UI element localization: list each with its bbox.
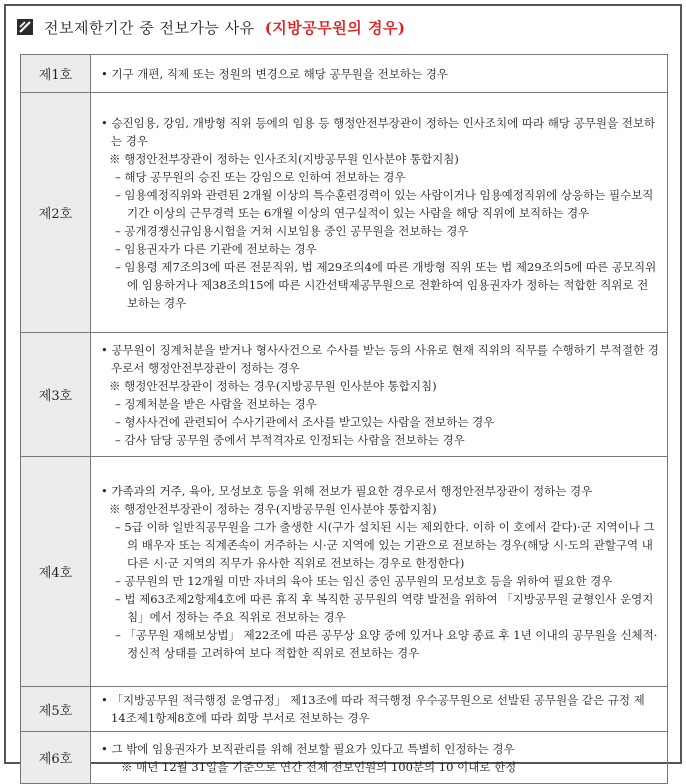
bullet-item: • 기구 개편, 직제 또는 정원의 변경으로 해당 공무원을 전보하는 경우 (101, 66, 448, 81)
sub-item: – 임용령 제7조의3에 따른 전문직위, 법 제29조의4에 따른 개방형 직위 또는 법 제29조의5에 따른 공모직위에 임용하거나 제38조의15에 따른 시간선택제공무원으로 전환하여 임용권자가 정하는 적합한 직위로 전보하는 경우 (115, 259, 657, 310)
sub-item: – 해당 공무원의 승진 또는 강임으로 인하여 전보하는 경우 (115, 169, 406, 184)
reasons-table (20, 54, 668, 784)
row-content (91, 55, 668, 93)
bullet-item: • 가족과의 거주, 육아, 모성보호 등을 위해 전보가 필요한 경우로서 행정안전부장관이 정하는 경우 (101, 483, 593, 498)
sub-item: – 법 제63조제2항제4호에 따른 휴직 후 복직한 공무원의 역량 발전을 위하여 「지방공무원 균형인사 운영지침」에서 정하는 주요 직위로 전보하는 경우 (115, 591, 654, 624)
page-subtitle: (지방공무원의 경우) (264, 18, 406, 37)
row-label: 제3호 (21, 333, 91, 457)
sub-item: – 공무원의 만 12개월 미만 자녀의 육아 또는 임신 중인 공무원의 모성보호 등을 위하여 필요한 경우 (115, 573, 613, 588)
bullet-item: • 공무원이 징계처분을 받거나 형사사건으로 수사를 받는 등의 사유로 현재 직위의 직무를 수행하기 부적절한 경우로서 행정안전부장관이 정하는 경우 (101, 342, 659, 375)
note-line: ※ 행정안전부장관이 정하는 경우(지방공무원 인사분야 통합지침) (109, 378, 437, 393)
sub-item: – 공개경쟁신규임용시험을 거쳐 시보임용 중인 공무원을 전보하는 경우 (115, 223, 469, 238)
table-row (21, 93, 668, 333)
bullet-item: • 승진임용, 강임, 개방형 직위 등에의 임용 등 행정안전부장관이 정하는 인사조치에 따라 해당 공무원을 전보하는 경우 (101, 115, 656, 148)
bullet-item: • 「지방공무원 적극행정 운영규정」 제13조에 따라 적극행정 우수공무원으로 선발된 공무원을 같은 규정 제14조제1항제8호에 따라 희망 부서로 전보하는 경우 (101, 693, 645, 725)
sub-item: – 형사사건에 관련되어 수사기관에서 조사를 받고있는 사람을 전보하는 경우 (115, 414, 495, 429)
document-frame (4, 4, 682, 774)
row-label: 제6호 (21, 732, 91, 784)
sub-item: – 징계처분을 받은 사람을 전보하는 경우 (115, 396, 317, 411)
bullet-item: • 그 밖에 임용권자가 보직관리를 위해 전보할 필요가 있다고 특별히 인정하는 경우 (101, 741, 515, 756)
row-label: 제4호 (21, 457, 91, 687)
page-title: 전보제한기간 중 전보가능 사유 (44, 18, 255, 37)
table-row (21, 687, 668, 732)
row-content (91, 333, 668, 457)
sub-item: – 5급 이하 일반직공무원을 그가 출생한 시(구가 설치된 시는 제외한다. 이하 이 호에서 같다)·군 지역이나 그의 배우자 또는 직계존속이 거주하는 시·군 지역에 있는 기관으로 전보하는 경우(해당 시·도의 관할구역 내 다른 시·군 지역의 직무가 유사한 직위로 전보하는 경우로 한정한다) (115, 519, 655, 570)
sub-item: – 감사 담당 공무원 중에서 부적격자로 인정되는 사람을 전보하는 경우 (115, 432, 465, 447)
table-row (21, 457, 668, 687)
sub-item: – 임용권자가 다른 기관에 전보하는 경우 (115, 241, 317, 256)
row-content (91, 732, 668, 784)
row-label: 제1호 (21, 55, 91, 93)
row-label: 제2호 (21, 93, 91, 333)
table-row (21, 333, 668, 457)
note-line: ※ 매년 12월 31일을 기준으로 연간 전체 전보인원의 100분의 10 이내로 한정 (121, 759, 517, 774)
sub-item: – 「공무원 재해보상법」 제22조에 따른 공무상 요양 중에 있거나 요양 종료 후 1년 이내의 공무원을 신체적·정신적 상태를 고려하여 보다 적합한 직위로 전보하는 경우 (115, 627, 658, 660)
sub-item: – 임용예정직위와 관련된 2개월 이상의 특수훈련경력이 있는 사람이거나 임용예정직위에 상응하는 필수보직기간 이상의 근무경력 또는 6개월 이상의 연구실적이 있는 사람을 해당 직위에 보직하는 경우 (115, 187, 654, 220)
row-content (91, 93, 668, 333)
row-content (91, 457, 668, 687)
document-icon (16, 18, 34, 36)
note-line: ※ 행정안전부장관이 정하는 인사조치(지방공무원 인사분야 통합지침) (109, 151, 459, 166)
row-content (91, 687, 668, 732)
reasons-table-body (21, 55, 668, 784)
header (6, 6, 680, 48)
table-row (21, 732, 668, 784)
note-line: ※ 행정안전부장관이 정하는 경우(지방공무원 인사분야 통합지침) (109, 501, 437, 516)
table-row (21, 55, 668, 93)
row-label: 제5호 (21, 687, 91, 732)
